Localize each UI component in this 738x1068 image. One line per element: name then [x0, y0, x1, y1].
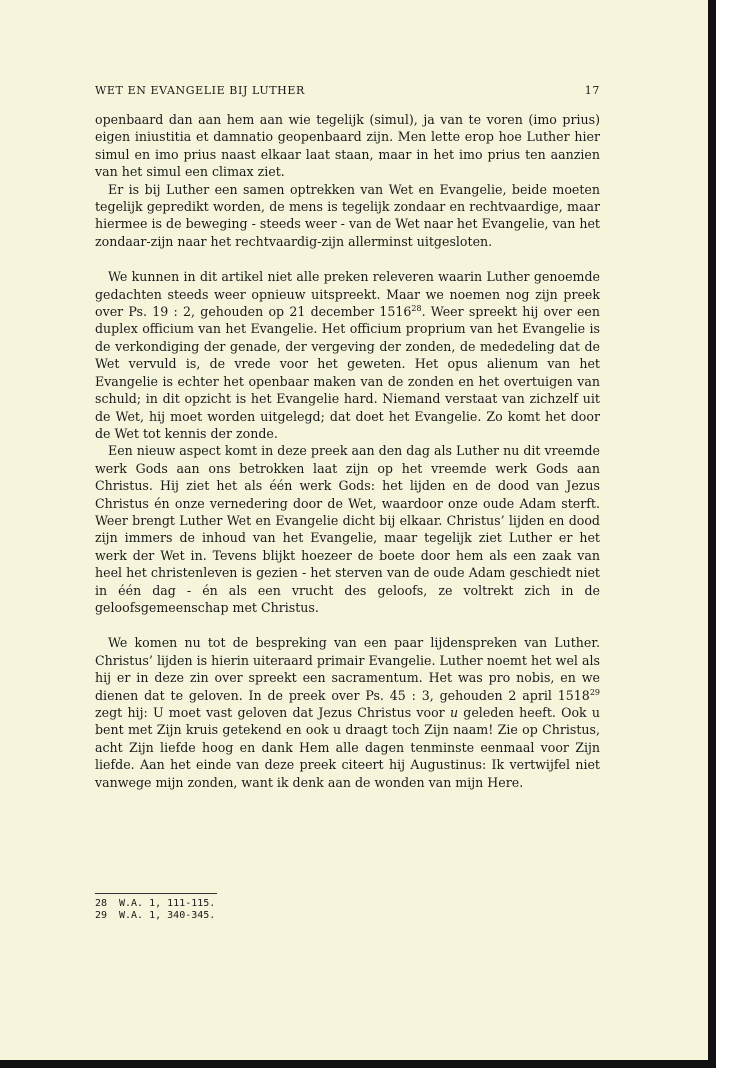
footnote-text: W.A. 1, 340-345.	[119, 910, 216, 921]
running-title: WET EN EVANGELIE BIJ LUTHER	[95, 84, 305, 97]
scan-edge-bottom	[0, 1060, 716, 1068]
footnote-ref-28: 28	[411, 303, 422, 313]
footnote-divider	[95, 893, 217, 894]
paragraph-5	[95, 634, 600, 791]
paragraph-4: Een nieuw aspect komt in deze preek aan den dag als Luther nu dit vreemde werk Gods aan ons betrokken laat zijn op het vreemde werk Gods aan Christus. Hij ziet het als één werk Gods: het lijden en de dood van Jezus Christus én onze vernedering door de Wet, waardoor onze oude Adam sterft. Weer brengt Luther Wet en Evangelie dicht bij elkaar. Christus’ lijden en dood zijn immers de inhoud van het Evangelie, maar tegelijk ziet Luther er het werk der Wet in. Tevens blijkt hoezeer de boete door hem als een zaak van heel het christenleven is gezien - het sterven van de oude Adam geschiedt niet in één dag - én als een vrucht des geloofs, ze voltrekt zich in de geloofsgemeenschap met Christus.	[95, 443, 600, 615]
footnote	[95, 898, 495, 910]
paragraph-3-text-b: . Weer spreekt hij over een duplex officium van het Evangelie. Het officium proprium van het Evangelie is de verkondiging der genade, der vergeving der zonden, de mededeling dat de Wet vervuld is, de vrede voor het geweten. Het opus alienum van het Evangelie is echter het openbaar maken van de zonden en het overtuigen van schuld; in dit opzicht is het Evangelie hard. Niemand verstaat van zichzelf uit de Wet, hij moet worden uitgelegd; dat doet het Evangelie. Zo komt het door de Wet tot kennis der zonde.	[95, 304, 600, 441]
paragraph-5-italic: u	[449, 705, 459, 720]
paragraph-2: Er is bij Luther een samen optrekken van Wet en Evangelie, beide moeten tegelijk gepredikt worden, de mens is tegelijk zondaar en rechtvaardige, maar hiermee is de beweging - steeds weer - van de Wet naar het Evangelie, van het zondaar-zijn naar het rechtvaardig-zijn allerminst uitgesloten.	[95, 181, 600, 249]
paragraph-5-text-a: We komen nu tot de bespreking van een paar lijdenspreken van Luther. Christus’ lijden is hierin uiteraard primair Evangelie. Luther noemt het wel als hij er in deze zin over spreekt een sacramentum. Het was pro nobis, en we dienen dat te geloven. In de preek over Ps. 45 : 3, gehouden 2 april 1518	[95, 635, 600, 703]
footnote-text: W.A. 1, 111-115.	[119, 898, 216, 909]
paragraph-3-text-a: We kunnen in dit artikel niet alle preken releveren waarin Luther genoemde gedachten steeds weer opnieuw uitspreekt. Maar we noemen nog zijn preek over Ps. 19 : 2, gehouden op 21 december 1516	[95, 269, 600, 320]
paragraph-3	[95, 268, 600, 442]
footnote-number: 28	[95, 898, 108, 909]
footnote-ref-29: 29	[589, 687, 600, 697]
footnote	[95, 910, 495, 922]
scan-edge-right	[708, 0, 716, 1068]
paragraph-1: openbaard dan aan hem aan wie tegelijk (simul), ja van te voren (imo prius) eigen iniustitia et damnatio geopenbaard zijn. Men lette erop hoe Luther hier simul en imo prius naast elkaar laat staan, maar in het imo prius ten aanzien van het simul een climax ziet.	[95, 112, 600, 180]
footnotes	[95, 898, 495, 922]
running-header	[95, 84, 600, 100]
paragraph-5-text-c: geleden heeft. Ook u bent met Zijn kruis getekend en ook u draagt toch Zijn naam! Zie op Christus, acht Zijn liefde hoog en dank Hem alle dagen tenminste eenmaal voor Zijn liefde. Aan het einde van deze preek citeert hij Augustinus: Ik vertwijfel niet vanwege mijn zonden, want ik denk aan de wonden van mijn Here.	[95, 705, 600, 790]
footnote-number: 29	[95, 910, 108, 921]
paragraph-5-text-b: zegt hij: U moet vast geloven dat Jezus Christus voor	[95, 705, 450, 720]
body-text	[95, 111, 600, 791]
page-number: 17	[584, 84, 600, 97]
